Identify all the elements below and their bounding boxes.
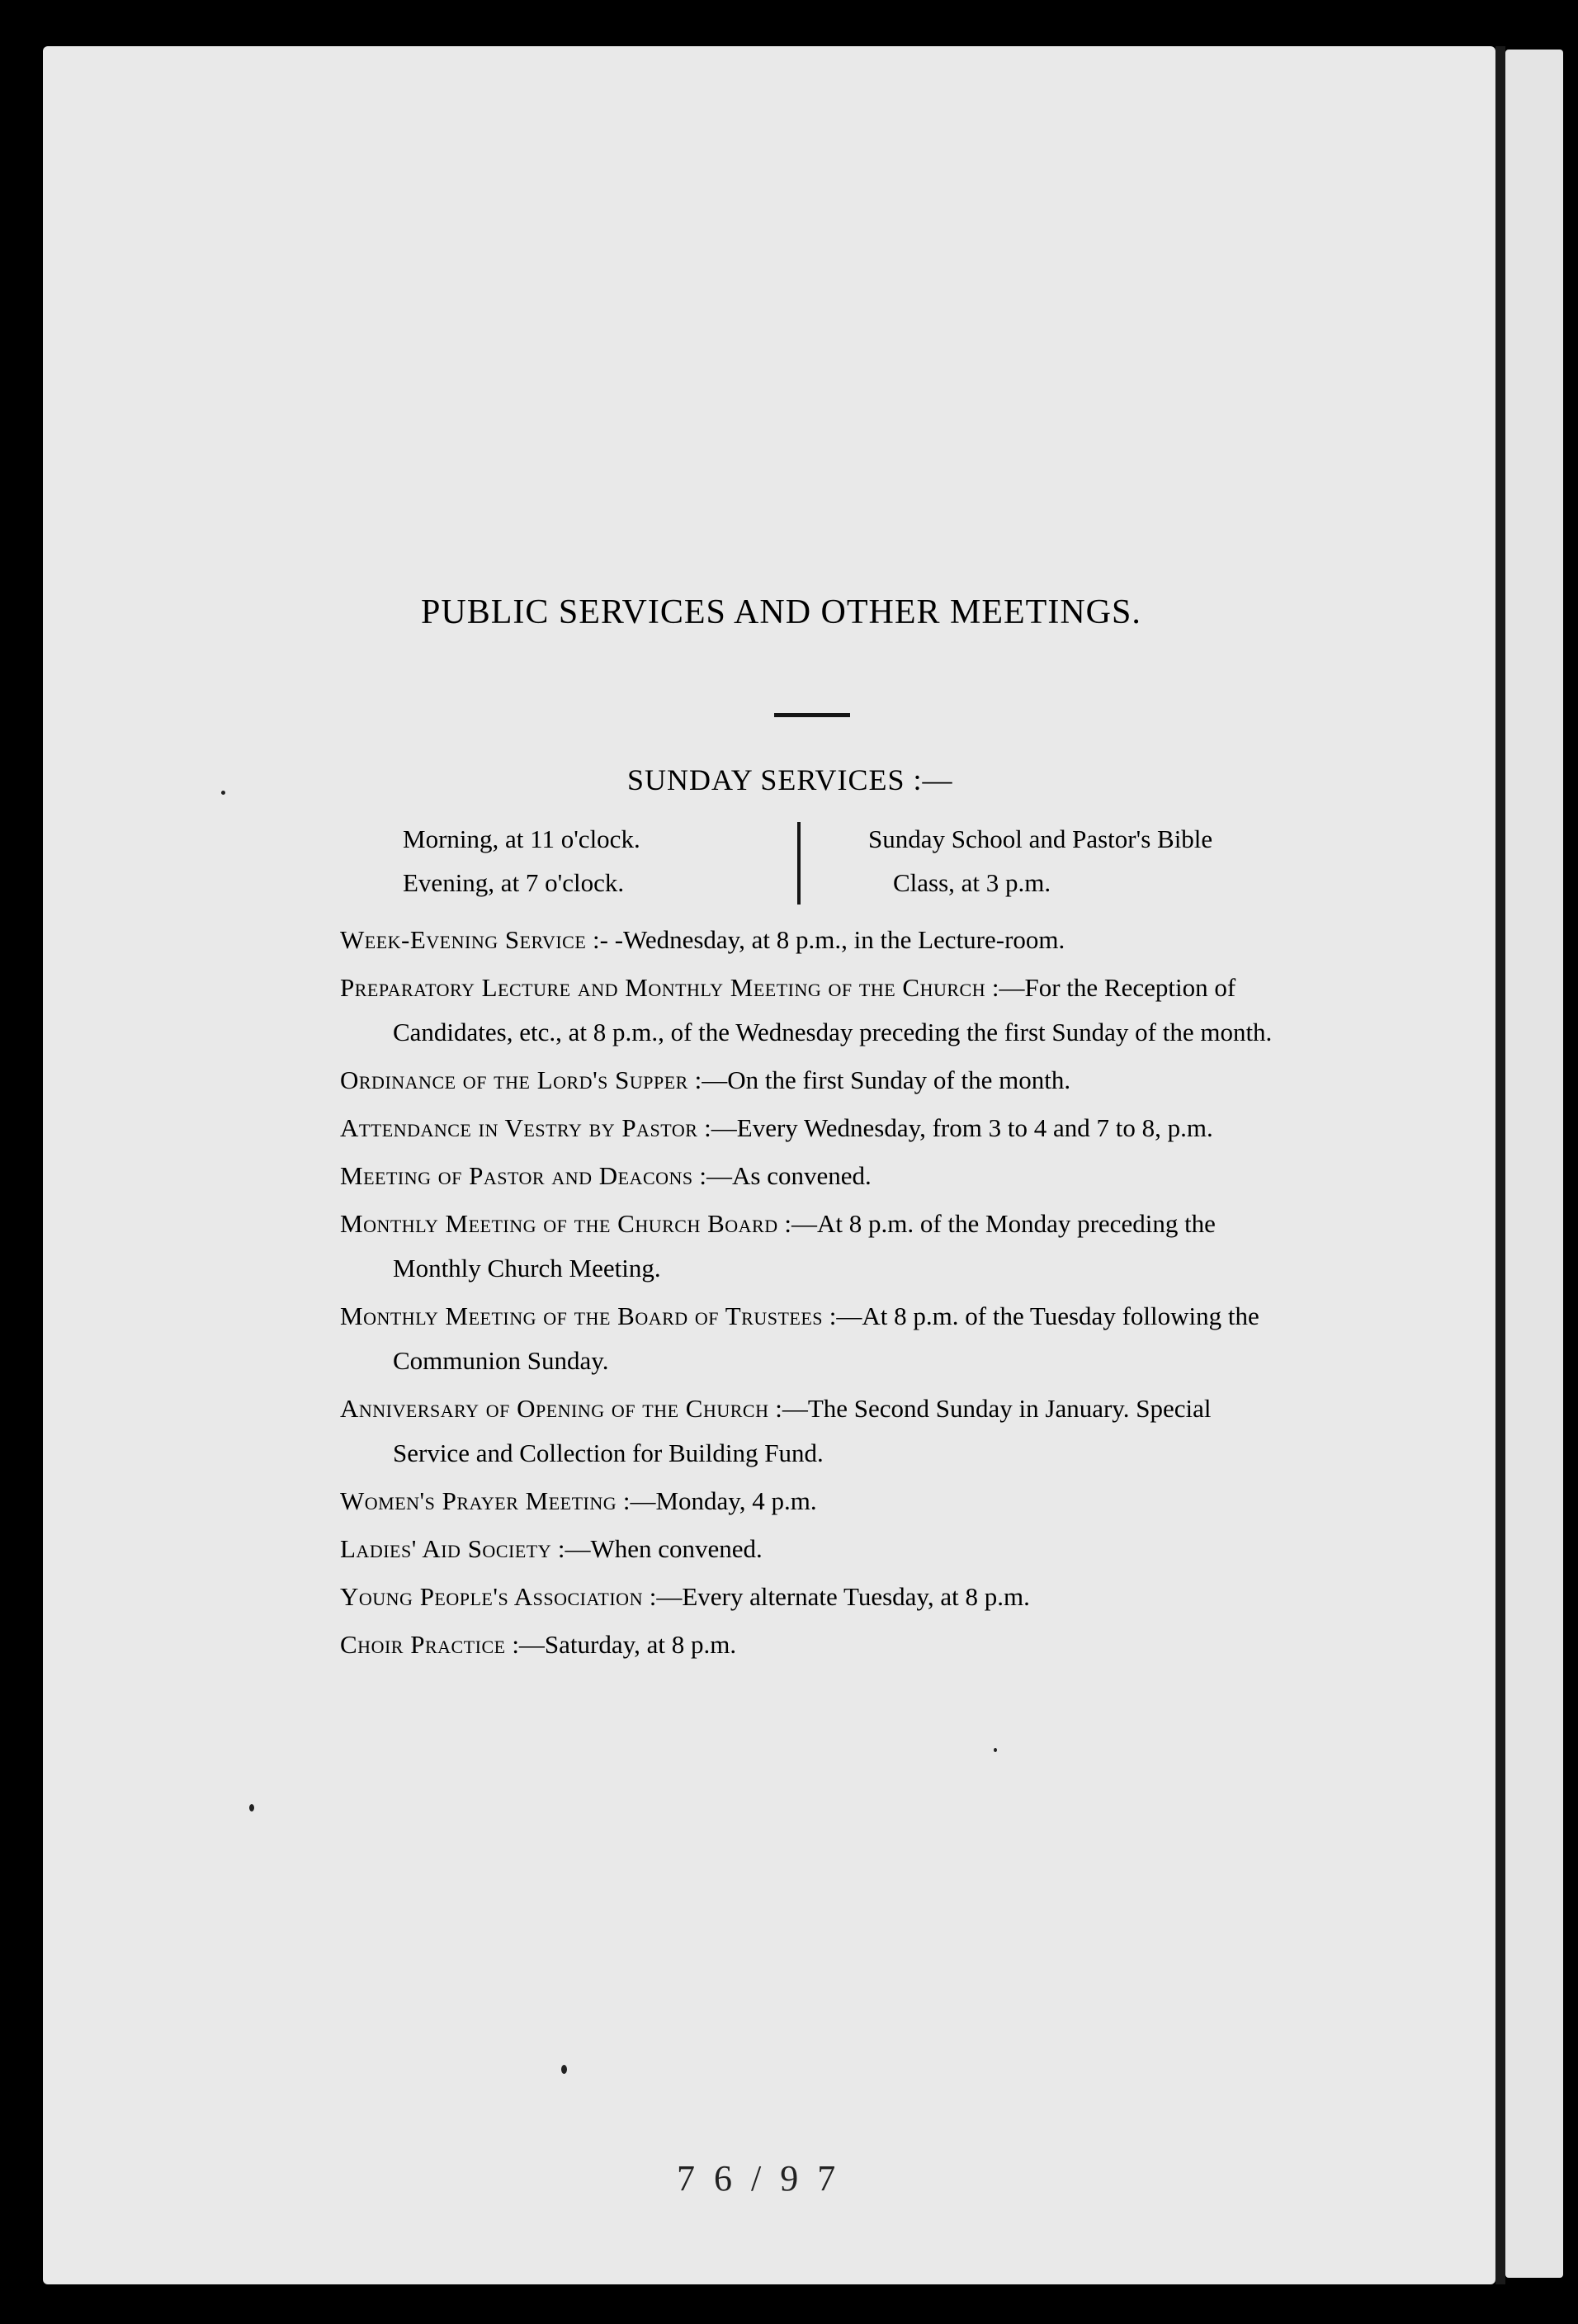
list-item xyxy=(340,966,1273,1055)
list-item xyxy=(340,1623,1273,1667)
entry-heading: Women's Prayer Meeting xyxy=(340,1486,617,1515)
scan-speck xyxy=(249,1804,254,1811)
sunday-school xyxy=(868,817,1281,905)
entry-heading: Ordinance of the Lord's Supper xyxy=(340,1065,688,1094)
scan-speck xyxy=(994,1748,997,1752)
entry-text: :—Every alternate Tuesday, at 8 p.m. xyxy=(649,1582,1030,1611)
entry-text: :—At 8 p.m. of the Tuesday following the Communion Sunday. xyxy=(393,1301,1259,1375)
handwritten-page-mark: 7 6 / 9 7 xyxy=(677,2158,841,2199)
adjacent-page xyxy=(1505,50,1563,2278)
entry-heading: Monthly Meeting of the Board of Trustees xyxy=(340,1301,824,1330)
list-item xyxy=(340,1106,1273,1150)
list-item xyxy=(340,1154,1273,1198)
entry-heading: Ladies' Aid Society xyxy=(340,1534,552,1563)
scan-speck xyxy=(561,2065,567,2074)
entry-text: :—For the Reception of Candidates, etc., at 8 p.m., of the Wednesday preceding the first Sunday of the month. xyxy=(393,973,1273,1046)
column-divider xyxy=(797,822,801,905)
meetings-list xyxy=(340,918,1273,1670)
entry-text: :—When convened. xyxy=(557,1534,763,1563)
entry-text: :—Every Wednesday, from 3 to 4 and 7 to 8, p.m. xyxy=(704,1113,1213,1142)
entry-heading: Attendance in Vestry by Pastor xyxy=(340,1113,698,1142)
entry-text: :—On the first Sunday of the month. xyxy=(694,1065,1071,1094)
entry-heading: Choir Practice xyxy=(340,1630,506,1659)
entry-text: :—As convened. xyxy=(699,1161,872,1190)
entry-heading: Anniversary of Opening of the Church xyxy=(340,1394,769,1423)
entry-heading: Preparatory Lecture and Monthly Meeting of the Church xyxy=(340,973,986,1002)
list-item xyxy=(340,1058,1273,1103)
entry-text: :—Saturday, at 8 p.m. xyxy=(512,1630,737,1659)
entry-heading: Meeting of Pastor and Deacons xyxy=(340,1161,693,1190)
entry-heading: Monthly Meeting of the Church Board xyxy=(340,1209,778,1238)
scan-speck xyxy=(221,791,225,795)
evening-service: Evening, at 7 o'clock. xyxy=(403,868,625,897)
list-item xyxy=(340,1575,1273,1619)
list-item xyxy=(340,1527,1273,1571)
sunday-school-line-1: Sunday School and Pastor's Bible xyxy=(868,824,1213,853)
sunday-school-line-2: Class, at 3 p.m. xyxy=(893,868,1051,897)
list-item xyxy=(340,918,1273,962)
entry-text: :- -Wednesday, at 8 p.m., in the Lecture-room. xyxy=(593,925,1065,954)
sunday-times xyxy=(403,817,782,905)
sunday-services-heading: SUNDAY SERVICES :— xyxy=(627,763,953,796)
page-edge xyxy=(1495,46,1505,2284)
morning-service: Morning, at 11 o'clock. xyxy=(403,824,640,853)
list-item xyxy=(340,1202,1273,1291)
entry-text: :—At 8 p.m. of the Monday preceding the Monthly Church Meeting. xyxy=(393,1209,1216,1282)
page-title: PUBLIC SERVICES AND OTHER MEETINGS. xyxy=(421,593,1141,631)
entry-text: :—Monday, 4 p.m. xyxy=(622,1486,817,1515)
list-item xyxy=(340,1386,1273,1476)
entry-heading: Young People's Association xyxy=(340,1582,643,1611)
entry-heading: Week-Evening Service xyxy=(340,925,587,954)
list-item xyxy=(340,1294,1273,1383)
title-rule xyxy=(774,713,850,717)
entry-text: :—The Second Sunday in January. Special Service and Collection for Building Fund. xyxy=(393,1394,1212,1467)
list-item xyxy=(340,1479,1273,1523)
